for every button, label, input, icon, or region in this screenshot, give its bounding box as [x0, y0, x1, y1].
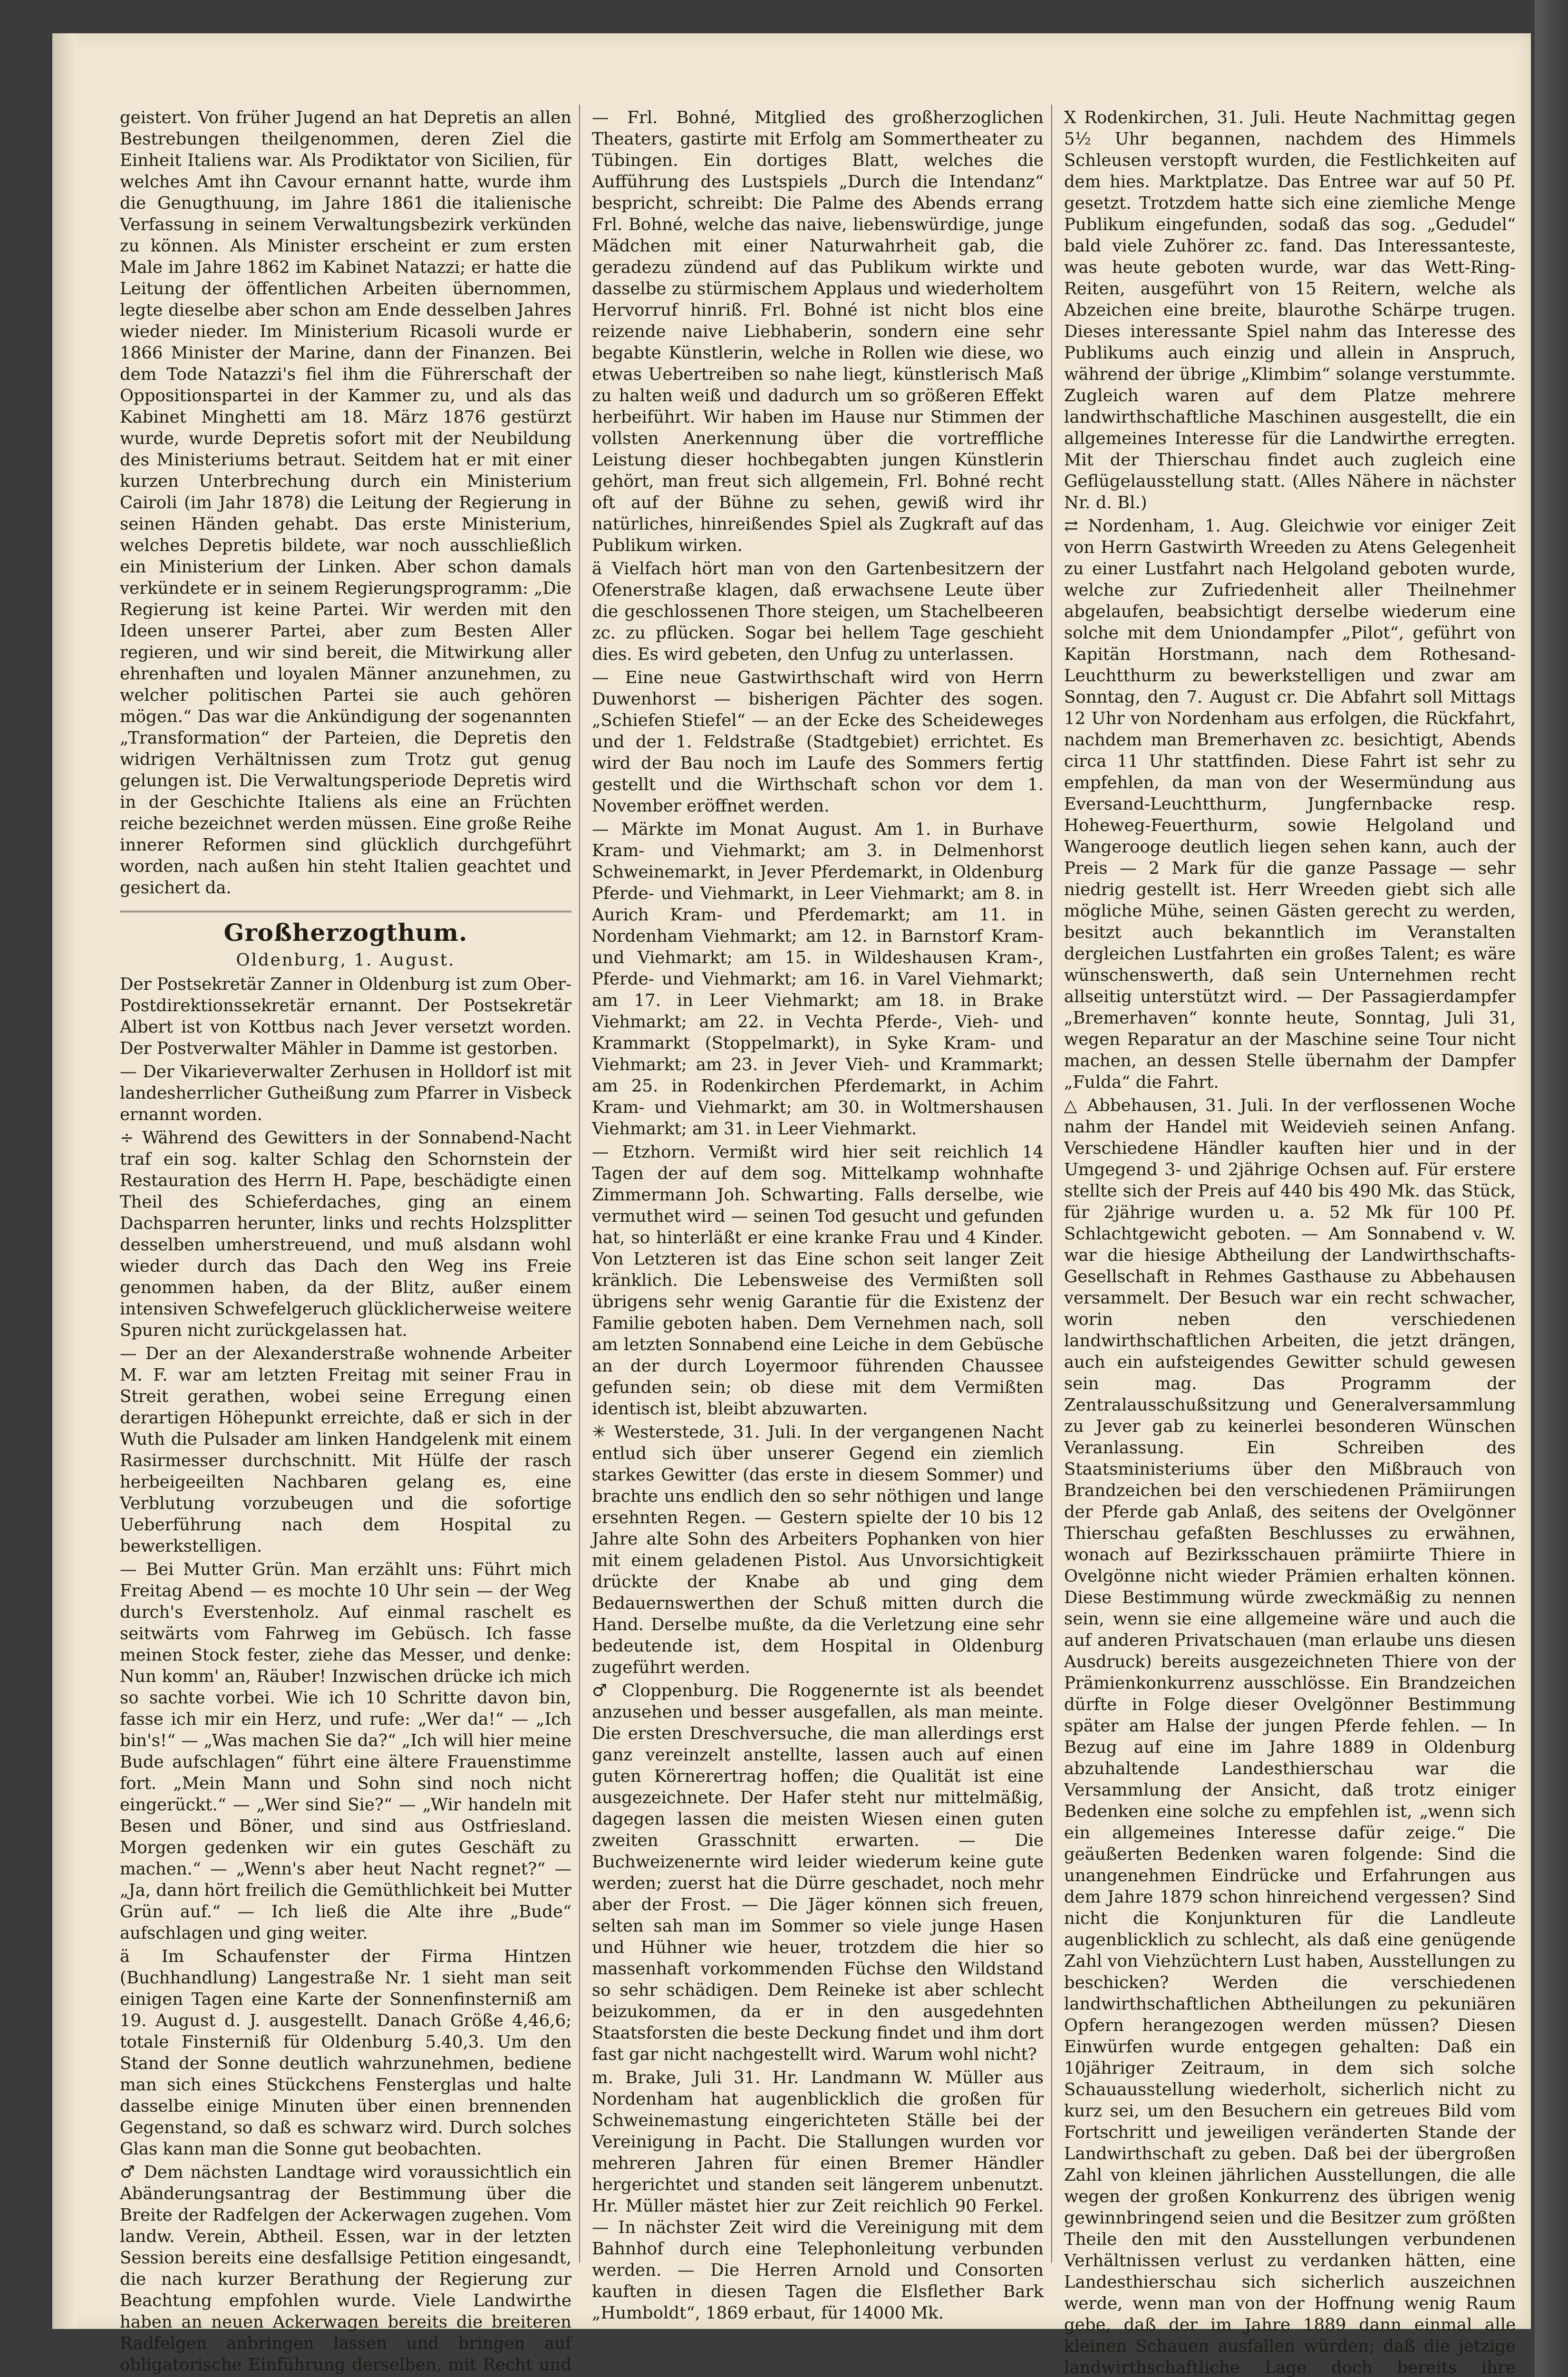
- article-paragraph: — Der Vikarieverwalter Zerhusen in Holldorf ist mit landesherrlicher Gutheißung zum Pfarrer in Visbeck ernannt worden.: [120, 1062, 571, 1124]
- column-middle-articles: [592, 107, 1044, 2324]
- column-left: [120, 107, 571, 2375]
- article-paragraph: — Frl. Bohné, Mitglied des großherzoglichen Theaters, gastirte mit Erfolg am Sommertheater zu Tübingen. Ein dortiges Blatt, welches die Aufführung des Lustspiels „Durch die Intendanz“ bespricht, schreibt: Die Palme des Abends errang Frl. Bohné, welche das naive, liebenswürdige, junge Mädchen mit einer Naturwahrheit gab, die geradezu zündend auf das Publikum wirkte und dasselbe zu stürmischem Applaus und wiederholtem Hervorruf hinriß. Frl. Bohné ist nicht blos eine reizende naive Liebhaberin, sondern eine sehr begabte Künstlerin, welche in Rollen wie diese, wo etwas Uebertreiben so nahe liegt, künstlerisch Maß zu halten weiß und dadurch um so größeren Effekt herbeiführt. Wir haben im Hause nur Stimmen der vollsten Anerkennung über die vortreffliche Leistung dieser hochbegabten jungen Künstlerin gehört, man freut sich allgemein, Frl. Bohné recht oft auf der Bühne zu sehen, gewiß wird ihr natürliches, hinreißendes Spiel als Zugkraft auf das Publikum wirken.: [592, 108, 1044, 555]
- article-paragraph: m. Brake, Juli 31. Hr. Landmann W. Müller aus Nordenham hat augenblicklich die großen für Schweinemastung eingerichteten Ställe bei der Vereinigung in Pacht. Die Stallungen wurden vor mehreren Jahren für einen Bremer Händler hergerichtet und standen seit längerem unbenutzt. Hr. Müller mästet hier zur Zeit reichlich 90 Ferkel. — In nächster Zeit wird die Vereinigung mit dem Bahnhof durch eine Telephonleitung verbunden werden. — Die Herren Arnold und Consorten kauften in diesen Tagen die Elsflether Bark „Humboldt“, 1869 erbaut, für 14000 Mk.: [592, 2068, 1044, 2323]
- article-paragraph: ÷ Während des Gewitters in der Sonnabend-Nacht traf ein sog. kalter Schlag den Schornstein der Restauration des Herrn H. Pape, beschädigte einen Theil des Schieferdaches, ging an einem Dachsparren herunter, links und rechts Holzsplitter desselben umherstreuend, und muß alsdann wohl wieder durch das Dach den Weg ins Freie genommen haben, da der Blitz, außer einem intensiven Schwefelgeruch glücklicherweise weitere Spuren nicht zurückgelassen hat.: [120, 1128, 571, 1340]
- article-paragraph: X Rodenkirchen, 31. Juli. Heute Nachmittag gegen 5½ Uhr begannen, nachdem des Himmels Schleusen verstopft wurden, die Festlichkeiten auf dem hies. Marktplatze. Das Entree war auf 50 Pf. gesetzt. Trotzdem hatte sich eine ziemliche Menge Publikum eingefunden, sodaß das sog. „Gedudel“ bald viele Zuhörer zc. fand. Das Interessanteste, was heute geboten wurde, war das Wett-Ring-Reiten, ausgeführt von 15 Reitern, welche als Abzeichen eine breite, blaurothe Schärpe trugen. Dieses interessante Spiel nahm das Interesse des Publikums auch einzig und allein in Anspruch, während der übrige „Klimbim“ solange verstummte. Zugleich waren auf dem Platze mehrere landwirthschaftliche Maschinen ausgestellt, die ein allgemeines Interesse für die Landwirthe erregten. Mit der Thierschau findet auch zugleich eine Geflügelausstellung statt. (Alles Nähere in nächster Nr. d. Bl.): [1064, 108, 1516, 512]
- article-paragraph: ♂ Cloppenburg. Die Roggenernte ist als beendet anzusehen und besser ausgefallen, als man meinte. Die ersten Dreschversuche, die man allerdings erst ganz vereinzelt anstellte, lassen auch auf einen guten Körnerertrag hoffen; die Qualität ist eine ausgezeichnete. Der Hafer steht nur mittelmäßig, dagegen lassen die meisten Wiesen einen guten zweiten Grasschnitt erwarten. — Die Buchweizenernte wird leider wiederum keine gute werden; zuerst hat die Dürre geschadet, noch mehr aber der Frost. — Die Jäger können sich freuen, selten sah man im Sommer so viele junge Hasen und Hühner wie heuer, trotzdem die hier so massenhaft vorkommenden Füchse den Wildstand so sehr schädigen. Dem Reineke ist aber schlecht beizukommen, da er in den ausgedehnten Staatsforsten die beste Deckung findet und ihm dort fast gar nicht nachgestellt wird. Warum wohl nicht?: [592, 1681, 1044, 2064]
- article-paragraph: — Eine neue Gastwirthschaft wird von Herrn Duwenhorst — bisherigen Pächter des sogen. „Schiefen Stiefel“ — an der Ecke des Scheideweges und der 1. Feldstraße (Stadtgebiet) errichtet. Es wird der Bau noch im Laufe des Sommers fertig gestellt und die Wirthschaft schon vor dem 1. November eröffnet werden.: [592, 668, 1044, 816]
- page-binding-edge: [52, 33, 76, 2329]
- section-heading: Großherzogthum.: [120, 911, 571, 947]
- newspaper-page: [52, 33, 1531, 2377]
- column-left-articles-top: [120, 107, 571, 899]
- article-paragraph: geistert. Von früher Jugend an hat Depretis an allen Bestrebungen theilgenommen, deren Ziel die Einheit Italiens war. Als Prodiktator von Sicilien, für welches Amt ihn Cavour ernannt hatte, wurde ihm die Genugthuung, im Jahre 1861 die italienische Verfassung in seinem Verwaltungsbezirk verkünden zu können. Als Minister erscheint er zum ersten Male im Jahre 1862 im Kabinet Natazzi; er hatte die Leitung der öffentlichen Arbeiten übernommen, legte dieselbe aber schon am Ende desselben Jahres wieder nieder. Im Ministerium Ricasoli wurde er 1866 Minister der Marine, dann der Finanzen. Bei dem Tode Natazzi's fiel ihm die Führerschaft der Oppositionspartei in der Kammer zu, und als das Kabinet Minghetti am 18. März 1876 gestürzt wurde, wurde Depretis sofort mit der Neubildung des Ministeriums betraut. Seitdem hat er mit einer kurzen Unterbrechung durch ein Ministerium Cairoli (im Jahr 1878) die Leitung der Regierung in seinen Händen gehabt. Das erste Ministerium, welches Depretis bildete, war noch ausschließlich ein Ministerium der Linken. Aber schon damals verkündete er in seinem Regierungsprogramm: „Die Regierung ist keine Partei. Wir werden mit den Ideen unserer Partei, aber zum Besten Aller regieren, und wir sind bereit, die Mitwirkung aller ehrenhaften und loyalen Männer anzunehmen, zu welcher politischen Partei sie auch gehören mögen.“ Das war die Ankündigung der sogenannten „Transformation“ der Parteien, die Depretis den widrigen Verhältnissen zum Trotz gut genug gelungen ist. Die Verwaltungsperiode Depretis wird in der Geschichte Italiens als eine an Früchten reiche bezeichnet werden müssen. Eine große Reihe innerer Reformen sind glücklich durchgeführt worden, nach außen hin steht Italien geachtet und gesichert da.: [120, 108, 571, 898]
- column-rule: [579, 105, 580, 2263]
- article-paragraph: Der Postsekretär Zanner in Oldenburg ist zum Ober-Postdirektionssekretär ernannt. Der Postsekretär Albert ist von Kottbus nach Jever versetzt worden. Der Postverwalter Mähler in Damme ist gestorben.: [120, 975, 571, 1058]
- scanner-edge: [1535, 0, 1568, 2377]
- article-paragraph: — Etzhorn. Vermißt wird hier seit reichlich 14 Tagen der auf dem sog. Mittelkamp wohnhafte Zimmermann Joh. Schwarting. Falls derselbe, wie vermuthet wird — seinen Tod gesucht und gefunden hat, so hinterläßt er eine kranke Frau und 4 Kinder. Von Letzteren ist das Eine schon seit langer Zeit kränklich. Die Lebensweise des Vermißten soll übrigens sehr wenig Garantie für die Existenz der Familie geboten haben. Dem Vernehmen nach, soll am letzten Sonnabend eine Leiche in dem Gebüsche an der durch Loyermoor führenden Chaussee gefunden sein; ob diese mit dem Vermißten identisch ist, bleibt abzuwarten.: [592, 1142, 1044, 1419]
- dateline: Oldenburg, 1. August.: [236, 950, 455, 970]
- column-middle: [592, 107, 1044, 2323]
- column-right-articles: [1064, 107, 1516, 2377]
- article-paragraph: ä Vielfach hört man von den Gartenbesitzern der Ofenerstraße klagen, daß erwachsene Leute über die geschlossenen Thore steigen, um Stachelbeeren zc. zu pflücken. Sogar bei hellem Tage geschieht dies. Es wird gebeten, den Unfug zu unterlassen.: [592, 559, 1044, 664]
- column-left-articles-bottom: [120, 974, 571, 2377]
- article-paragraph: ♂ Dem nächsten Landtage wird voraussichtlich ein Abänderungsantrag der Bestimmung über die Breite der Radfelgen der Ackerwagen zugehen. Vom landw. Verein, Abtheil. Essen, war in der letzten Session bereits eine desfallsige Petition eingesandt, die nach kurzer Berathung der Regierung zur Beachtung empfohlen wurde. Viele Landwirthe haben an neuen Ackerwagen bereits die breiteren Radfelgen anbringen lassen und bringen auf obligatorische Einführung derselben, mit Recht und: [120, 2163, 571, 2375]
- article-paragraph: ä Im Schaufenster der Firma Hintzen (Buchhandlung) Langestraße Nr. 1 sieht man seit einigen Tagen eine Karte der Sonnenfinsterniß am 19. August d. J. ausgestellt. Danach Größe 4,46,6; totale Finsterniß für Oldenburg 5.40,3. Um den Stand der Sonne deutlich wahrzunehmen, bediene man sich eines Stückchens Fensterglas und halte dasselbe einige Minuten über einen brennenden Gegenstand, so daß es schwarz wird. Durch solches Glas kann man die Sonne gut beobachten.: [120, 1947, 571, 2159]
- article-paragraph: ✳ Westerstede, 31. Juli. In der vergangenen Nacht entlud sich über unserer Gegend ein ziemlich starkes Gewitter (das erste in diesem Sommer) und brachte uns endlich den so sehr nöthigen und lange ersehnten Regen. — Gestern spielte der 10 bis 12 Jahre alte Sohn des Arbeiters Pophanken von hier mit einem geladenen Pistol. Aus Unvorsichtigkeit drückte der Knabe ab und ging dem Bedauernswerthen der Schuß mitten durch die Hand. Derselbe mußte, da die Verletzung eine sehr bedeutende ist, dem Hospital in Oldenburg zugeführt werden.: [592, 1422, 1044, 1677]
- article-paragraph: △ Abbehausen, 31. Juli. In der verflossenen Woche nahm der Handel mit Weidevieh seinen Anfang. Verschiedene Händler kauften hier und in der Umgegend 3- und 2jährige Ochsen auf. Für erstere stellte sich der Preis auf 440 bis 490 Mk. das Stück, für 2jährige wurden u. a. 52 Mk für 100 Pf. Schlachtgewicht geboten. — Am Sonnabend v. W. war die hiesige Abtheilung der Landwirthschafts-Gesellschaft in Rehmes Gasthause zu Abbehausen versammelt. Der Besuch war ein recht schwacher, worin neben den verschiedenen landwirthschaftlichen Arbeiten, die jetzt drängen, auch ein aufsteigendes Gewitter schuld gewesen sein mag. Das Programm der Zentralausschußsitzung und Generalversammlung zu Jever gab zu keinerlei besonderen Wünschen Veranlassung. Ein Schreiben des Staatsministeriums über den Mißbrauch von Brandzeichen bei den verschiedenen Prämiirungen der Pferde gab Anlaß, des seitens der Ovelgönner Thierschau gefaßten Beschlusses zu erwähnen, wonach auf Bezirksschauen prämiirte Thiere in Ovelgönne nicht wieder Prämien erhalten können. Diese Bestimmung würde zweckmäßig zu nennen sein, wenn sie eine allgemeine wäre und auch die auf anderen Privatschauen (man erlaube uns diesen Ausdruck) bereits ausgezeichneten Thiere von der Prämienkonkurrenz ausschlösse. Ein Brandzeichen dürfte in Folge dieser Ovelgönner Bestimmung später am Halse der jungen Pferde fehlen. — In Bezug auf eine im Jahre 1889 in Oldenburg abzuhaltende Landesthierschau war die Versammlung der Ansicht, daß trotz einiger Bedenken eine solche zu empfehlen ist, „wenn sich ein allgemeines Interesse dafür zeige.“ Die geäußerten Bedenken waren folgende: Sind die unangenehmen Eindrücke und Erfahrungen aus dem Jahre 1879 schon hinreichend vergessen? Sind nicht die Konjunkturen für die Landleute augenblicklich zu schlecht, als daß eine genügende Zahl von Viehzüchtern Lust haben, Ausstellungen zu beschicken? Werden die verschiedenen landwirthschaftlichen Abtheilungen zu pekuniären Opfern herangezogen werden müssen? Diesen Einwürfen wurde entgegen gehalten: Daß ein 10jähriger Zeitraum, in dem sich solche Schauausstellung wiederholt, sicherlich nicht zu kurz sei, um den Besuchern ein getreues Bild vom Fortschritt und jeweiligen veränderten Stande der Landwirthschaft zu geben. Daß bei der übergroßen Zahl von kleinen jährlichen Ausstellungen, die alle wegen der großen Konkurrenz des übrigen wenig gewinnbringend seien und die Besitzer zum größten Theile den mit den Ausstellungen verbundenen Verhältnissen verlust zu verdanken hätten, eine Landesthierschau sich sicherlich auszeichnen werde, wenn man von der Hoffnung wenig Raum gebe, daß der im Jahre 1889 dann einmal alle kleinen Schauen ausfallen würden; daß die jetzige landwirthschaftliche Lage doch bereits ihre: [1064, 1096, 1516, 2377]
- article-paragraph: — Märkte im Monat August. Am 1. in Burhave Kram- und Viehmarkt; am 3. in Delmenhorst Schweinemarkt, in Jever Pferdemarkt, in Oldenburg Pferde- und Viehmarkt, in Leer Viehmarkt; am 8. in Aurich Kram- und Pferdemarkt; am 11. in Nordenham Viehmarkt; am 12. in Barnstorf Kram- und Viehmarkt; am 15. in Wildeshausen Kram-, Pferde- und Viehmarkt; am 16. in Varel Viehmarkt; am 17. in Leer Viehmarkt; am 18. in Brake Viehmarkt; am 22. in Vechta Pferde-, Vieh- und Krammarkt (Stoppelmarkt), in Syke Kram- und Viehmarkt; am 23. in Jever Vieh- und Krammarkt; am 25. in Rodenkirchen Pferdemarkt, in Achim Kram- und Viehmarkt; am 30. in Woltmershausen Viehmarkt; am 31. in Leer Viehmarkt.: [592, 820, 1044, 1139]
- column-rule: [1051, 105, 1052, 2263]
- article-paragraph: — Bei Mutter Grün. Man erzählt uns: Führt mich Freitag Abend — es mochte 10 Uhr sein — der Weg durch's Everstenholz. Auf einmal raschelt es seitwärts vom Fahrweg im Gebüsch. Ich fasse meinen Stock fester, ziehe das Messer, und denke: Nun komm' an, Räuber! Inzwischen drücke ich mich so sachte vorbei. Wie ich 10 Schritte davon bin, fasse ich mir ein Herz, und rufe: „Wer da!“ — „Ich bin's!“ — „Was machen Sie da?“ „Ich will hier meine Bude aufschlagen“ führt eine ältere Frauenstimme fort. „Mein Mann und Sohn sind noch nicht eingerückt.“ — „Wer sind Sie?“ — „Wir handeln mit Besen und Böner, und sind aus Ostfriesland. Morgen gedenken wir ein gutes Geschäft zu machen.“ — „Wenn's aber heut Nacht regnet?“ — „Ja, dann hört freilich die Gemüthlichkeit bei Mutter Grün auf.“ — Ich ließ die Alte ihre „Bude“ aufschlagen und ging weiter.: [120, 1560, 571, 1943]
- article-paragraph: — Der an der Alexanderstraße wohnende Arbeiter M. F. war am letzten Freitag mit seiner Frau in Streit gerathen, wobei seine Erregung einen derartigen Höhepunkt erreichte, daß er sich in der Wuth die Pulsader am linken Handgelenk mit einem Rasirmesser durchschnitt. Mit Hülfe der rasch herbeigeeilten Nachbaren gelang es, eine Verblutung vorzubeugen und die sofortige Ueberführung nach dem Hospital zu bewerkstelligen.: [120, 1344, 571, 1556]
- article-paragraph: ⇄ Nordenham, 1. Aug. Gleichwie vor einiger Zeit von Herrn Gastwirth Wreeden zu Atens Gelegenheit zu einer Lustfahrt nach Helgoland geboten wurde, welche zur Zufriedenheit aller Theilnehmer abgelaufen, beabsichtigt derselbe wiederum eine solche mit dem Uniondampfer „Pilot“, geführt von Kapitän Horstmann, nach dem Rothesand-Leuchtthurm zu bewerkstelligen und zwar am Sonntag, den 7. August cr. Die Abfahrt soll Mittags 12 Uhr von Nordenham aus erfolgen, die Rückfahrt, nachdem man Bremerhaven zc. besichtigt, Abends circa 11 Uhr stattfinden. Diese Fahrt ist sehr zu empfehlen, da man von der Wesermündung aus Eversand-Leuchtthurm, Jungfernbacke resp. Hoheweg-Feuerthurm, sowie Helgoland und Wangerooge deutlich liegen sehen kann, auch der Preis — 2 Mark für die ganze Passage — sehr niedrig gestellt ist. Herr Wreeden giebt sich alle mögliche Mühe, seinen Gästen gerecht zu werden, besitzt auch bekanntlich im Veranstalten dergleichen Lustfahrten ein großes Talent; es wäre wünschenswerth, daß sein Unternehmen recht allseitig unterstützt wird. — Der Passagierdampfer „Bremerhaven“ konnte heute, Sonntag, Juli 31, wegen Reparatur an der Maschine seine Tour nicht machen, an dessen Stelle übernahm der Dampfer „Fulda“ die Fahrt.: [1064, 516, 1516, 1092]
- column-right: [1064, 107, 1516, 2377]
